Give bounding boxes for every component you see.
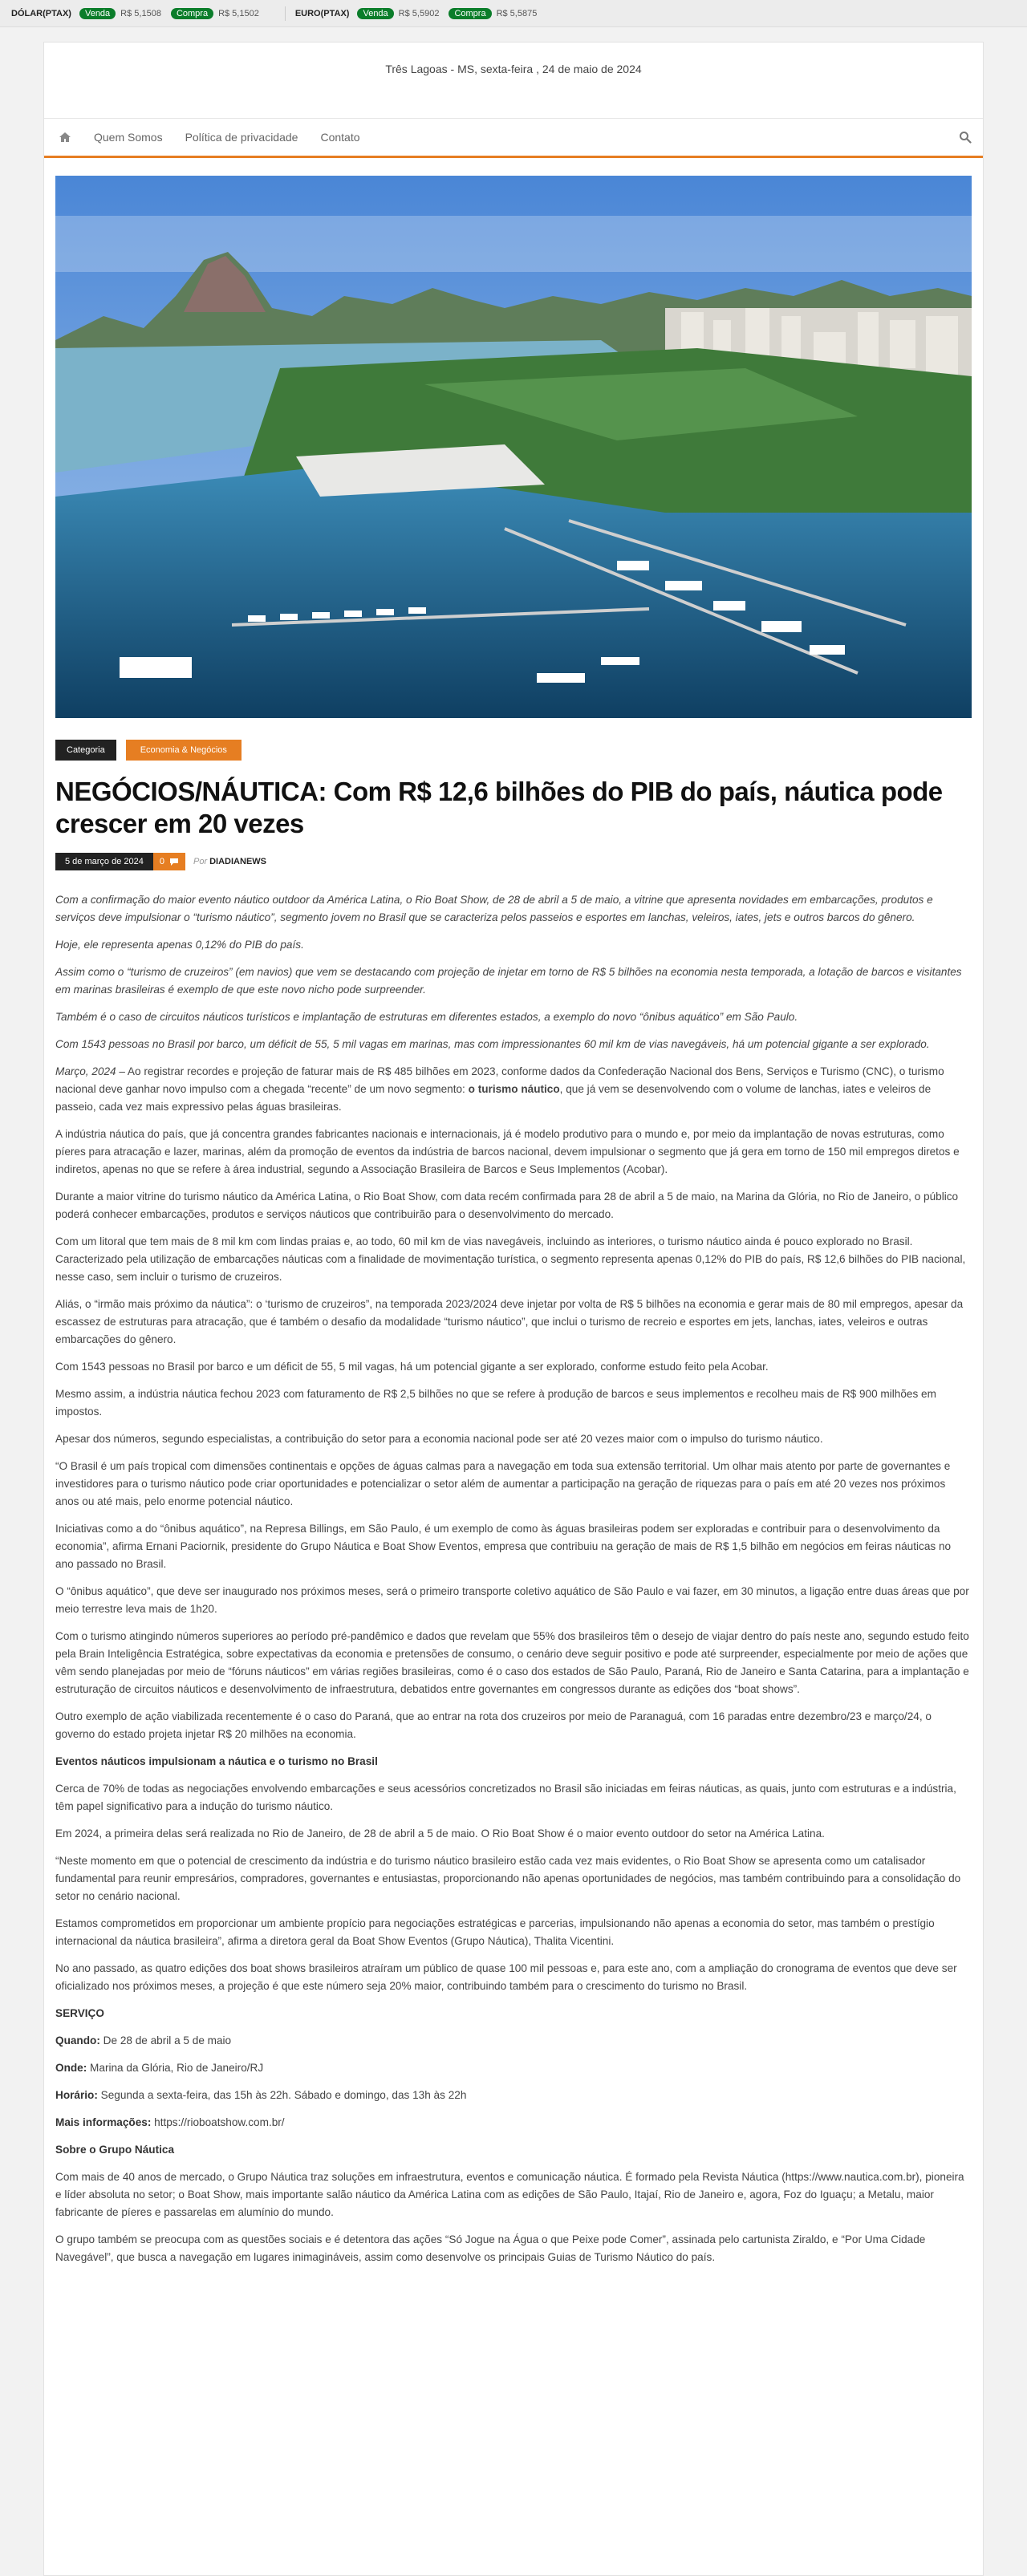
euro-buy-badge: Compra xyxy=(449,8,491,19)
byline-prefix: Por xyxy=(193,857,208,866)
body-paragraph: Com um litoral que tem mais de 8 mil km com lindas praias e, ao todo, 60 mil km de vias navegáveis, incluindo as interiores, o turismo náutico ainda é pouco explorado no Brasil. Caracterizado pela utilização de embarcações náuticas com a finalidade de movimentação turística, o segmento representa apenas 0,12% do PIB do país, R$ 12,6 bilhões do PIB nacional, nesse caso, sem incluir o turismo de cruzeiros. xyxy=(55,1235,966,1283)
dollar-sell-value: R$ 5,1508 xyxy=(120,8,161,18)
service-item xyxy=(55,2087,972,2104)
euro-quote xyxy=(295,8,542,19)
lead-paragraph: Hoje, ele representa apenas 0,12% do PIB do país. xyxy=(55,939,304,951)
category-label: Categoria xyxy=(55,740,116,761)
post-title: NEGÓCIOS/NÁUTICA: Com R$ 12,6 bilhões do PIB do país, náutica pode crescer em 20 vezes xyxy=(55,777,943,838)
dollar-buy-value: R$ 5,1502 xyxy=(218,8,259,18)
post-date: 5 de março de 2024 xyxy=(55,853,153,870)
lead-paragraph: Com a confirmação do maior evento náutico outdoor da América Latina, o Rio Boat Show, de 28 de abril a 5 de maio, a vitrine que apresenta novidades em embarcações, produtos e serviços deve impulsionar o “turismo náutico”, segmento jovem no Brasil que se caracteriza pelos passeios e esportes em lanchas, veleiros, iates, jets e outros barcos do gênero. xyxy=(55,894,933,923)
lead-paragraph: Também é o caso de circuitos náuticos turísticos e implantação de estruturas em diferentes estados, a exemplo do novo “ônibus aquático” em São Paulo. xyxy=(55,1011,798,1023)
ticker-divider xyxy=(285,6,286,21)
euro-label: EURO(PTAX) xyxy=(294,8,350,18)
body-paragraph: No ano passado, as quatro edições dos boat shows brasileiros atraíram um público de quase 100 mil pessoas e, para este ano, com a ampliação do cronograma de eventos que deve ser oficializado nos próximos meses, a projeção é que este número seja 20% maior, contribuindo também para o crescimento do turismo no Brasil. xyxy=(55,1962,957,1992)
service-item xyxy=(55,2114,972,2132)
comment-icon xyxy=(169,858,179,866)
lead-paragraph: Assim como o “turismo de cruzeiros” (em navios) que vem se destacando com projeção de injetar em torno de R$ 5 bilhões na economia nesta temporada, a lotação de barcos e visitantes em marinas brasileiras é exemplo de que este novo nicho pode surpreender. xyxy=(55,966,962,996)
comments-count-value: 0 xyxy=(159,857,164,866)
featured-image xyxy=(55,176,972,718)
body-paragraph: Cerca de 70% de todas as negociações envolvendo embarcações e seus acessórios concretizados no Brasil são iniciadas em feiras náuticas, as quais, junto com estruturas e a indústria, têm papel significativo para a indução do turismo náutico. xyxy=(55,1783,956,1812)
euro-buy-value: R$ 5,5875 xyxy=(496,8,538,18)
category-row xyxy=(55,740,242,761)
service-key: Mais informações: xyxy=(55,2116,152,2128)
body-paragraph: O grupo também se preocupa com as questões sociais e é detentora das ações “Só Jogue na Água o que Peixe pode Comer”, assinada pelo cartunista Ziraldo, e “Por Uma Cidade Navegável”, que busca a navegação em lugares inimagináveis, assim como desenvolve os principais Guias de Turismo Náutico do país. xyxy=(55,2233,926,2263)
lead-paragraph: Com 1543 pessoas no Brasil por barco, um déficit de 55, 5 mil vagas em marinas, mas com impressionantes 60 mil km de vias navegáveis, há um potencial gigante a ser explorado. xyxy=(55,1038,930,1050)
euro-sell-badge: Venda xyxy=(357,8,393,19)
body-paragraph: Outro exemplo de ação viabilizada recentemente é o caso do Paraná, que ao entrar na rota dos cruzeiros por meio de Paranaguá, com 16 paradas entre dezembro/23 e março/24, o governo do estado projeta injetar R$ 20 milhões na economia. xyxy=(55,1710,932,1740)
dollar-label: DÓLAR(PTAX) xyxy=(11,8,71,18)
nav-item-quem-somos[interactable]: Quem Somos xyxy=(94,131,163,144)
body-paragraph: O “ônibus aquático”, que deve ser inaugurado nos próximos meses, será o primeiro transporte coletivo aquático de São Paulo e vai fazer, em 30 minutos, a ligação entre duas áreas que por meio terrestre leva mais de 1h20. xyxy=(55,1585,969,1615)
intro-date: Março, 2024 xyxy=(55,1065,116,1077)
comments-count[interactable] xyxy=(153,853,185,870)
main-nav xyxy=(44,118,983,158)
article-body xyxy=(55,891,972,2276)
body-paragraph: Com o turismo atingindo números superiores ao período pré-pandêmico e dados que revelam que 55% dos brasileiros têm o desejo de viajar dentro do país neste ano, segundo estudo feito pela Brain Inteligência Estratégica, sobre expectativas da economia e pretensões de consumo, o cenário deve seguir positivo e pode até surpreender, especialmente por meio de ações que vêm sendo planejadas por meio de “fóruns náuticos” em várias regiões brasileiras, como é o caso dos estados de São Paulo, Paraná, Rio de Janeiro e Santa Catarina, para a implantação e estruturação de circuitos náuticos e desenvolvimento de infraestrutura, debatidos entre governantes em congressos durante as edições dos “boat shows”. xyxy=(55,1630,969,1695)
category-link[interactable]: Economia & Negócios xyxy=(126,740,242,761)
service-key: Quando: xyxy=(55,2034,100,2047)
body-paragraph: Estamos comprometidos em proporcionar um ambiente propício para negociações estratégicas e parcerias, impulsionando não apenas a economia do setor, mas também o prestígio internacional da náutica brasileira”, afirma a diretora geral da Boat Show Eventos (Grupo Náutica), Thalita Vicentini. xyxy=(55,1917,935,1947)
intro-text-b: , que já vem se desenvolvendo com o volume de lanchas, iates e veleiros de passeio, cada vez mais expressivo pelas águas brasileiras. xyxy=(55,1083,932,1113)
section-heading-about: Sobre o Grupo Náutica xyxy=(55,2144,175,2156)
service-link[interactable]: https://rioboatshow.com.br/ xyxy=(151,2116,285,2128)
marina-photo xyxy=(55,176,972,718)
body-paragraph: Aliás, o “irmão mais próximo da náutica”: o ‘turismo de cruzeiros”, na temporada 2023/2024 deve injetar por volta de R$ 5 bilhões na economia e gerar mais de 80 mil empregos, apesar da escassez de estruturas para atracação, que é também o desafio da modalidade “turismo náutico”, que inclui o turismo de recreio e esportes em jets, lanchas, iates, veleiros e outras embarcações do gênero. xyxy=(55,1298,964,1345)
intro-text-a: – Ao registrar recordes e projeção de faturar mais de R$ 485 bilhões em 2023, conforme dados da Confederação Nacional dos Bens, Serviços e Turismo (CNC), o turismo nacional deve ganhar novo impulso com a chegada “recente” de um novo segmento: xyxy=(55,1065,944,1095)
service-key: Horário: xyxy=(55,2089,98,2101)
post-author[interactable]: DIADIANEWS xyxy=(209,857,266,866)
dollar-sell-badge: Venda xyxy=(79,8,116,19)
service-value: Marina da Glória, Rio de Janeiro/RJ xyxy=(87,2062,264,2074)
body-paragraph: “Neste momento em que o potencial de crescimento da indústria e do turismo náutico brasileiro estão cada vez mais evidentes, o Rio Boat Show se apresenta como um catalisador fundamental para reunir empresários, compradores, governantes e entusiastas, proporcionando não apenas oportunidades de negócios, mas também contribuindo para a consolidação do setor no cenário nacional. xyxy=(55,1855,961,1902)
intro-paragraph xyxy=(55,1063,972,1116)
body-paragraph: Com 1543 pessoas no Brasil por barco e um déficit de 55, 5 mil vagas, há um potencial gigante a ser explorado, conforme estudo feito pela Acobar. xyxy=(55,1361,769,1373)
main-container xyxy=(43,42,984,2576)
nav-item-contato[interactable]: Contato xyxy=(320,131,360,144)
post-meta xyxy=(55,853,266,870)
search-icon[interactable] xyxy=(959,131,972,144)
dollar-buy-badge: Compra xyxy=(171,8,213,19)
service-item xyxy=(55,2059,972,2077)
currency-ticker xyxy=(0,0,1027,27)
body-paragraph: Em 2024, a primeira delas será realizada no Rio de Janeiro, de 28 de abril a 5 de maio. O Rio Boat Show é o maior evento outdoor do setor na América Latina. xyxy=(55,1828,825,1840)
intro-highlight: o turismo náutico xyxy=(468,1083,560,1095)
euro-sell-value: R$ 5,5902 xyxy=(398,8,440,18)
service-value: De 28 de abril a 5 de maio xyxy=(99,2034,232,2047)
service-item xyxy=(55,2032,972,2050)
section-heading-events: Eventos náuticos impulsionam a náutica e o turismo no Brasil xyxy=(55,1755,378,1767)
dollar-quote xyxy=(11,8,264,19)
header-dateline: Três Lagoas - MS, sexta-feira , 24 de maio de 2024 xyxy=(385,63,642,75)
body-paragraph: Iniciativas como a do “ônibus aquático”, na Represa Billings, em São Paulo, é um exemplo de como às águas brasileiras podem ser exploradas e contribuir para o desenvolvimento da economia”, afirma Ernani Paciornik, presidente do Grupo Náutica e Boat Show Eventos, empresa que contribuiu na geração de mais de R$ 1,5 bilhão em negócios em feiras náuticas no ano passado no Brasil. xyxy=(55,1523,952,1570)
service-key: Onde: xyxy=(55,2062,87,2074)
nav-item-privacy[interactable]: Política de privacidade xyxy=(185,131,298,144)
body-paragraph: Apesar dos números, segundo especialistas, a contribuição do setor para a economia nacional pode ser até 20 vezes maior com o impulso do turismo náutico. xyxy=(55,1433,823,1445)
body-paragraph: “O Brasil é um país tropical com dimensões continentais e opções de águas calmas para a navegação em toda sua extensão territorial. Um olhar mais atento por parte de governantes e investidores para o turismo náutico pode criar oportunidades e potencializar o setor além de aumentar a participação na geração de riquezas para o país em até 20 vezes nos próximos anos ou até mais, pelo enorme potencial náutico. xyxy=(55,1460,951,1507)
body-paragraph: Mesmo assim, a indústria náutica fechou 2023 com faturamento de R$ 2,5 bilhões no que se refere à produção de barcos e seus implementos e recolheu mais de R$ 900 milhões em impostos. xyxy=(55,1388,936,1418)
service-value: Segunda a sexta-feira, das 15h às 22h. Sábado e domingo, das 13h às 22h xyxy=(97,2089,467,2101)
body-paragraph: Durante a maior vitrine do turismo náutico da América Latina, o Rio Boat Show, com data recém confirmada para 28 de abril a 5 de maio, na Marina da Glória, no Rio de Janeiro, o público poderá conhecer embarcações, produtos e serviços náuticos que contribuirão para o desenvolvimento do mercado. xyxy=(55,1191,959,1220)
section-heading-service: SERVIÇO xyxy=(55,2007,104,2019)
body-paragraph: Com mais de 40 anos de mercado, o Grupo Náutica traz soluções em infraestrutura, eventos e comunicação náutica. É formado pela Revista Náutica (https://www.nautica.com.br), pioneira e líder absoluta no setor; o Boat Show, mais importante salão náutico da América Latina com as edições de São Paulo, Itajaí, Rio de Janeiro e, agora, Foz do Iguaçu; a Metalu, maior fabricante de píeres e passarelas em alumínio do mundo. xyxy=(55,2171,964,2218)
body-paragraph: A indústria náutica do país, que já concentra grandes fabricantes nacionais e internacionais, já é modelo produtivo para o mundo e, por meio da implantação de novas estruturas, como píeres para atracação e lazer, marinas, além da promoção de eventos da indústria de barcos nacional, devem impulsionar o segmento que já gera em torno de 150 mil empregos diretos e indiretos, apenas no que se refere à área industrial, segundo a Associação Brasileira de Barcos e Seus Implementos (Acobar). xyxy=(55,1128,960,1175)
home-icon[interactable] xyxy=(59,131,71,144)
